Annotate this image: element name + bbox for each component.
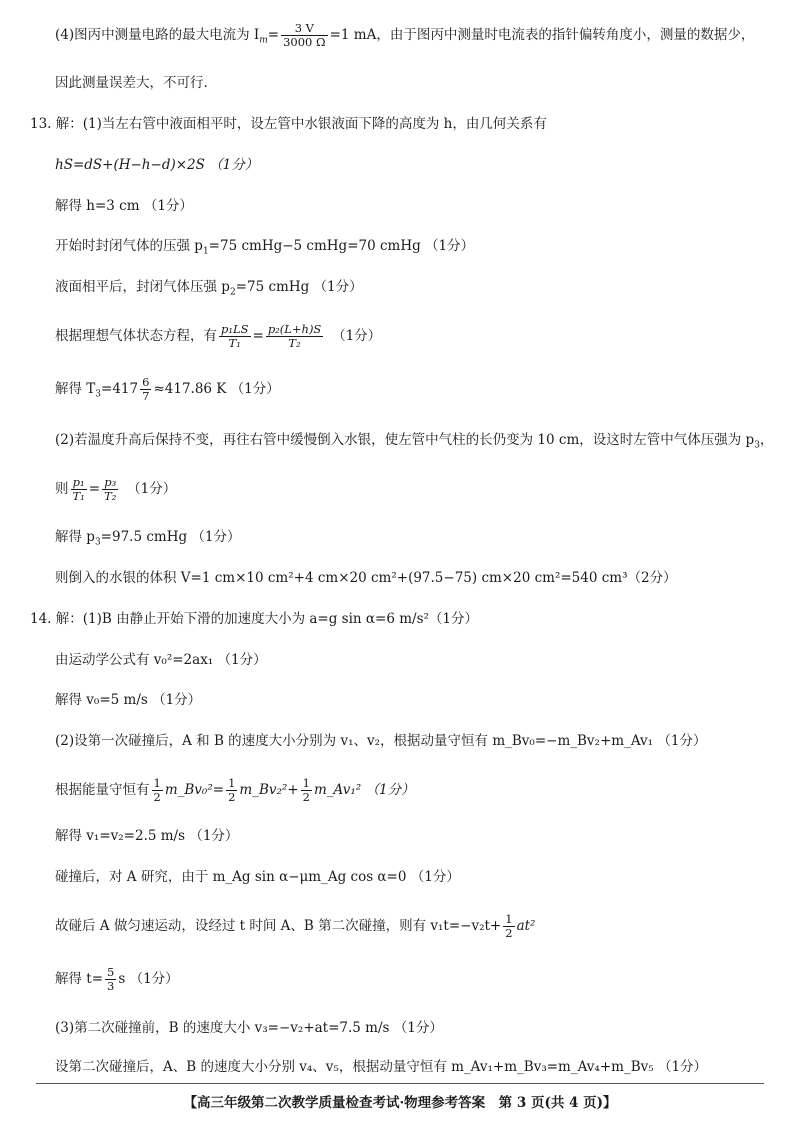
q13-eq9: 则倒入的水银的体积 V=1 cm×10 cm²+4 cm×20 cm²+(97.5−75) cm×20 cm²=540 cm³（2分） [55, 570, 677, 586]
p4-line1: (4)图丙中测量电路的最大电流为 $I_m=$ $\frac{3 V}{3000 \Omega}$ =1 mA，由于图丙中测量时电流表的指针偏转角度小，测量的数据少， [55, 21, 755, 49]
q14-intro: 14. 解：(1)B 由静止开始下滑的加速度大小为 a=g sin α=6 m/s²（1分） [30, 611, 478, 627]
q14-eq6-frac: $\frac{1}{2}$ [505, 912, 513, 940]
q13-eq3: 开始时封闭气体的压强 $p_1=75$ cmHg−5 cmHg=70 cmHg （1分） [55, 238, 475, 257]
q13-eq8: 解得 $p_3=97.5$ cmHg （1分） [55, 529, 241, 548]
page-footer: 【高三年级第二次教学质量检查考试·物理参考答案 第 3 页(共 4 页)】 [183, 1095, 617, 1111]
q14-eq3-frac1: $\frac{1}{2}$ [153, 776, 161, 804]
q13-eq5: 根据理想气体状态方程，有 $\frac{\text{p₁LS}}{\text{T₁}}$ = $\frac{\text{p₂(L+h)S}}{\text{T₂}}$ （1分） [55, 322, 382, 350]
q14-eq1: 由运动学公式有 v₀²=2ax₁ （1分） [55, 652, 267, 668]
current-fraction: $\frac{3 V}{3000 \Omega}$ [283, 21, 326, 49]
q13-eq4: 液面相平后，封闭气体压强 $p_2=75$ cmHg （1分） [55, 279, 363, 298]
q13-part2: (2)若温度升高后保持不变，再往右管中缓慢倒入水银，使左管中气柱的长仍变为 10 cm，设这时左管中气体压强为 $p_3$， [55, 432, 774, 451]
q14-eq5: 碰撞后，对 A 研究，由于 m_Ag sin α−μm_Ag cos α=0 （1分） [55, 869, 460, 885]
q13-eq7: 则 $\frac{\text{p₁}}{\text{T₁}}$ = $\frac{\text{p₃}}{\text{T₂}}$ （1分） [55, 475, 177, 503]
q14-eq4: 解得 v₁=v₂=2.5 m/s （1分） [55, 828, 239, 844]
q14-eq7-frac: $\frac{5}{3}$ [107, 965, 115, 993]
q14-eq7: 解得 t= $\frac{5}{3}$ s （1分） [55, 965, 179, 993]
q14-eq3-frac2: $\frac{1}{2}$ [228, 776, 236, 804]
q13-eq1: hS=dS+(H−h−d)×2S （1分） [55, 157, 259, 173]
q13-eq7-frac1: $\frac{\text{p₁}}{\text{T₁}}$ [72, 475, 85, 503]
q14-part3: (3)第二次碰撞前，B 的速度大小 v₃=−v₂+at=7.5 m/s （1分） [55, 1020, 443, 1036]
q14-eq3: 根据能量守恒有 $\frac{1}{2}$ m_Bv₀²= $\frac{1}{2}$ m_Bv₂²+ $\frac{1}{2}$ m_Av₁² （1分） [55, 776, 415, 804]
q13-eq5-frac2: $\frac{\text{p₂(L+h)S}}{\text{T₂}}$ [267, 322, 322, 350]
q14-eq2: 解得 v₀=5 m/s （1分） [55, 692, 202, 708]
q13-intro: 13. 解：(1)当左右管中液面相平时，设左管中水银液面下降的高度为 h，由几何关系有 [30, 116, 547, 132]
q13-eq2: 解得 h=3 cm （1分） [55, 198, 193, 214]
q13-eq6-frac: $\frac{6}{7}$ [142, 375, 150, 403]
q14-eq8: 设第二次碰撞后，A、B 的速度大小分别 v₄、v₅，根据动量守恒有 m_Av₁+m_Bv₃=m_Av₄+m_Bv₅ （1分） [55, 1059, 708, 1075]
footer-divider [36, 1083, 764, 1084]
q13-eq7-frac2: $\frac{\text{p₃}}{\text{T₂}}$ [104, 475, 117, 503]
p4-line2: 因此测量误差大，不可行. [55, 75, 208, 91]
q14-part2: (2)设第一次碰撞后，A 和 B 的速度大小分别为 v₁、v₂，根据动量守恒有 m_Bv₀=−m_Bv₂+m_Av₁ （1分） [55, 733, 707, 749]
q13-eq6: 解得 $T_3=417$ $\frac{6}{7}$ ≈417.86 K （1分） [55, 375, 280, 403]
q14-eq6: 故碰后 A 做匀速运动，设经过 t 时间 A、B 第二次碰撞，则有 v₁t=−v₂t+ $\frac{1}{2}$ at² [55, 912, 536, 940]
q13-eq5-frac1: $\frac{\text{p₁LS}}{\text{T₁}}$ [221, 322, 249, 350]
q14-eq3-frac3: $\frac{1}{2}$ [302, 776, 310, 804]
